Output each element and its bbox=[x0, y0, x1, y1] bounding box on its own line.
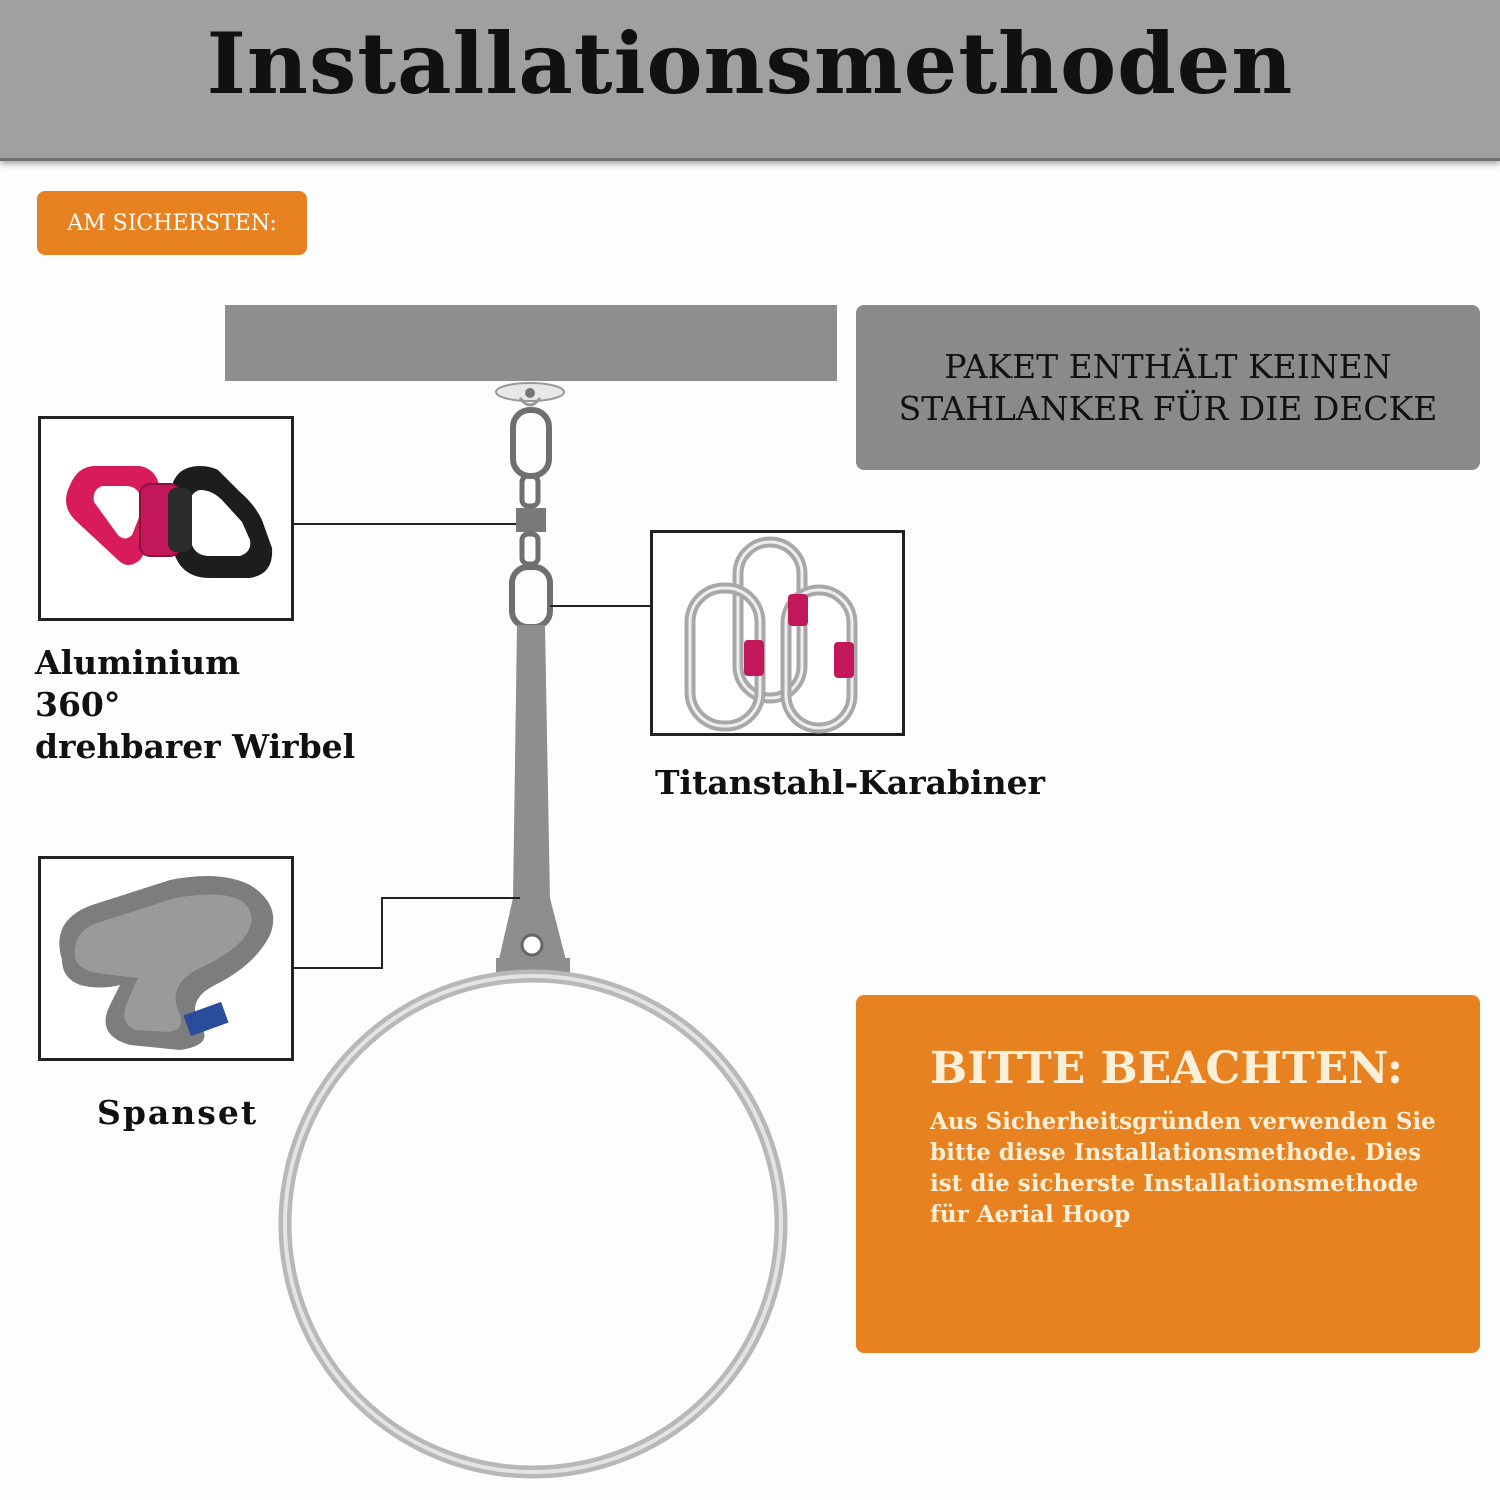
safety-note-text: Aus Sicherheitsgründen verwenden Sie bitte diese Installationsmethode. Dies ist die sicherste Installationsmethode für Aerial Hoop bbox=[930, 1108, 1436, 1228]
lower-carabiner-icon bbox=[512, 567, 550, 627]
safety-note-title: BITTE BEACHTEN: bbox=[930, 1043, 1404, 1094]
top-carabiner-icon bbox=[513, 410, 549, 476]
carabiners-icon bbox=[690, 542, 854, 728]
spanset-strap-icon bbox=[513, 625, 550, 900]
spanset-label: Spanset bbox=[97, 1093, 259, 1132]
swivel-label-line3: drehbarer Wirbel bbox=[35, 727, 356, 766]
safest-badge: AM SICHERSTEN: bbox=[37, 191, 307, 255]
ceiling-anchor-icon bbox=[496, 383, 564, 405]
spanset-connector-line bbox=[294, 898, 520, 968]
carabiner-label: Titanstahl-Karabiner bbox=[655, 763, 1045, 802]
swivel-icon bbox=[66, 466, 272, 578]
spanset-sling-icon bbox=[59, 876, 273, 1050]
page-title: Installationsmethoden bbox=[206, 14, 1294, 113]
ceiling-anchor-notice-text: PAKET ENTHÄLT KEINEN STAHLANKER FÜR DIE DECKE bbox=[898, 346, 1438, 428]
swivel-link-icon bbox=[516, 476, 546, 564]
safety-note-box bbox=[856, 995, 1480, 1353]
hoop-tab-icon bbox=[496, 898, 570, 980]
aerial-hoop-icon bbox=[285, 976, 781, 1472]
swivel-label-line2: 360° bbox=[35, 685, 121, 724]
swivel-label bbox=[35, 642, 375, 768]
swivel-label-line1: Aluminium bbox=[35, 643, 241, 682]
